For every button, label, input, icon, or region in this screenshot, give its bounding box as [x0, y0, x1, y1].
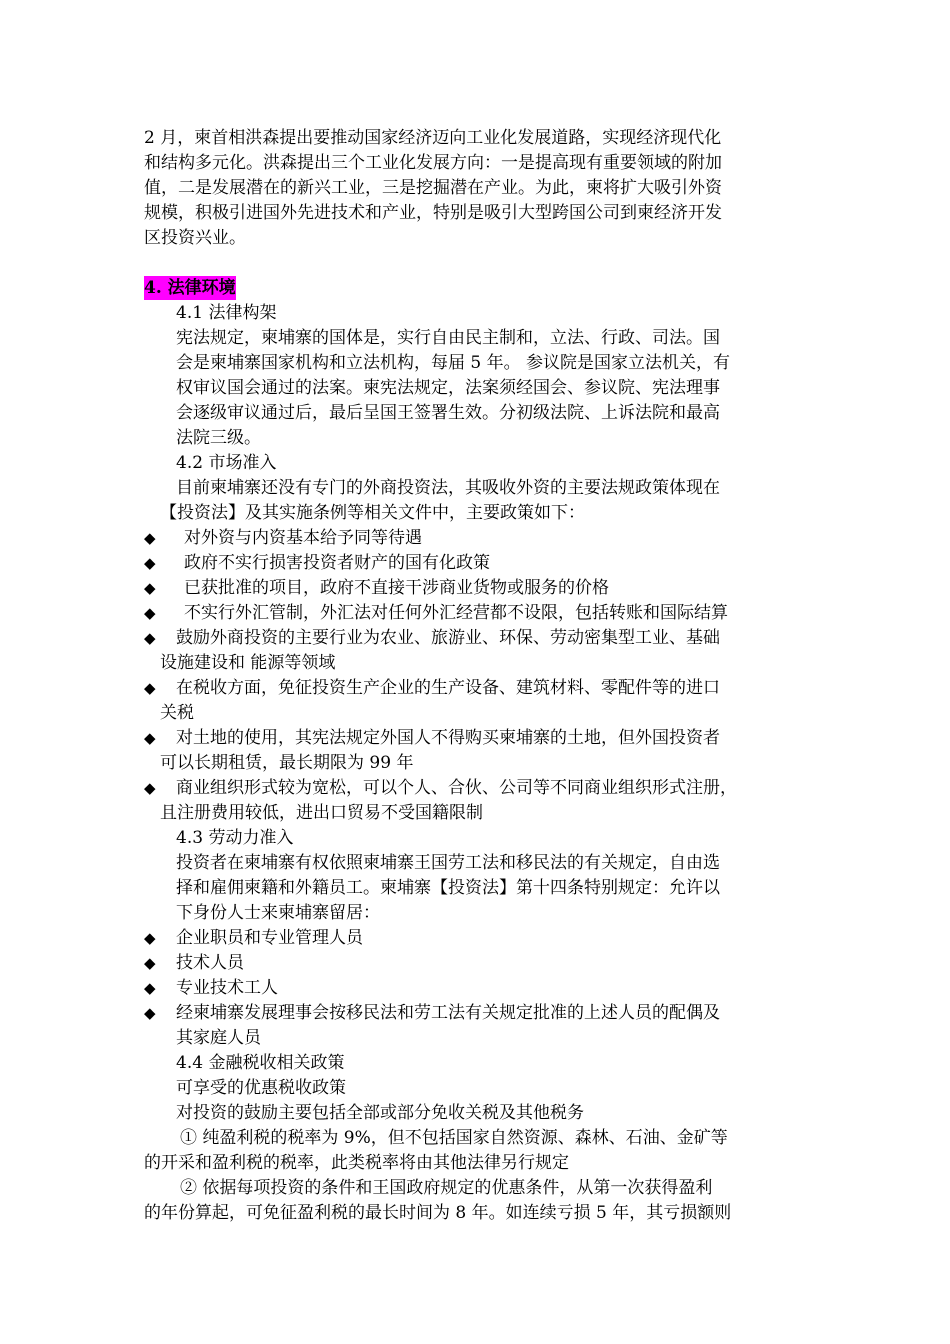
subsection-title-4-2: 4.2 市场准入 — [176, 453, 277, 473]
bullet-diamond-icon: ◆ — [144, 954, 156, 972]
bullet-diamond-icon: ◆ — [144, 529, 156, 547]
intro-line: 区投资兴业。 — [144, 228, 246, 248]
bullet-diamond-icon: ◆ — [144, 979, 156, 997]
paragraph-line: 对投资的鼓励主要包括全部或部分免收关税及其他税务 — [176, 1103, 584, 1123]
bullet-diamond-icon: ◆ — [144, 929, 156, 947]
bullet-diamond-icon: ◆ — [144, 1004, 156, 1022]
bullet-diamond-icon: ◆ — [144, 679, 156, 697]
paragraph-line: 目前柬埔寨还没有专门的外商投资法，其吸收外资的主要法规政策体现在 — [176, 478, 720, 498]
list-item: 不实行外汇管制，外汇法对任何外汇经营都不设限，包括转账和国际结算 — [184, 603, 728, 623]
list-item-continuation: 其家庭人员 — [176, 1028, 261, 1048]
bullet-diamond-icon: ◆ — [144, 554, 156, 572]
list-item-continuation: 可以长期租赁，最长期限为 99 年 — [160, 753, 414, 773]
paragraph-line: 会是柬埔寨国家机构和立法机构，每届 5 年。 参议院是国家立法机关，有 — [176, 353, 731, 373]
paragraph-line: 投资者在柬埔寨有权依照柬埔寨王国劳工法和移民法的有关规定，自由选 — [176, 853, 720, 873]
list-item: 企业职员和专业管理人员 — [176, 928, 363, 948]
numbered-item: ② 依据每项投资的条件和王国政府规定的优惠条件，从第一次获得盈利 — [180, 1178, 713, 1198]
list-item: 对外资与内资基本给予同等待遇 — [184, 528, 422, 548]
bullet-diamond-icon: ◆ — [144, 629, 156, 647]
intro-line: 2 月，柬首相洪森提出要推动国家经济迈向工业化发展道路，实现经济现代化 — [144, 128, 722, 148]
list-item: 政府不实行损害投资者财产的国有化政策 — [184, 553, 490, 573]
paragraph-line: 下身份人士来柬埔寨留居： — [176, 903, 380, 923]
paragraph-line: 宪法规定，柬埔寨的国体是，实行自由民主制和，立法、行政、司法。国 — [176, 328, 720, 348]
list-item-continuation: 关税 — [160, 703, 194, 723]
list-item: 经柬埔寨发展理事会按移民法和劳工法有关规定批准的上述人员的配偶及 — [176, 1003, 720, 1023]
list-item: 在税收方面，免征投资生产企业的生产设备、建筑材料、零配件等的进口 — [176, 678, 720, 698]
list-item: 技术人员 — [176, 953, 244, 973]
intro-line: 和结构多元化。洪森提出三个工业化发展方向：一是提高现有重要领域的附加 — [144, 153, 722, 173]
paragraph-line: 法院三级。 — [176, 428, 261, 448]
numbered-item-continuation: 的开采和盈利税的税率，此类税率将由其他法律另行规定 — [144, 1153, 569, 1173]
list-item-continuation: 设施建设和 能源等领域 — [160, 653, 336, 673]
bullet-diamond-icon: ◆ — [144, 604, 156, 622]
list-item: 已获批准的项目，政府不直接干涉商业货物或服务的价格 — [184, 578, 609, 598]
list-item: 专业技术工人 — [176, 978, 278, 998]
list-item-continuation: 且注册费用较低，进出口贸易不受国籍限制 — [160, 803, 483, 823]
numbered-item-continuation: 的年份算起，可免征盈利税的最长时间为 8 年。如连续亏损 5 年，其亏损额则 — [144, 1203, 732, 1223]
paragraph-line: 会逐级审议通过后，最后呈国王签署生效。分初级法院、上诉法院和最高 — [176, 403, 720, 423]
subsection-title-4-4: 4.4 金融税收相关政策 — [176, 1053, 345, 1073]
list-item: 鼓励外商投资的主要行业为农业、旅游业、环保、劳动密集型工业、基础 — [176, 628, 720, 648]
section-title: 4. 法律环境 — [144, 278, 236, 298]
list-item: 对土地的使用，其宪法规定外国人不得购买柬埔寨的土地，但外国投资者 — [176, 728, 720, 748]
paragraph-line: 权审议国会通过的法案。柬宪法规定，法案须经国会、参议院、宪法理事 — [176, 378, 720, 398]
list-item: 商业组织形式较为宽松，可以个人、合伙、公司等不同商业组织形式注册， — [176, 778, 737, 798]
subsection-title-4-1: 4.1 法律构架 — [176, 303, 277, 323]
paragraph-line: 可享受的优惠税收政策 — [176, 1078, 346, 1098]
subsection-title-4-3: 4.3 劳动力准入 — [176, 828, 294, 848]
paragraph-line: 【投资法】及其实施条例等相关文件中，主要政策如下： — [160, 503, 585, 523]
bullet-diamond-icon: ◆ — [144, 729, 156, 747]
bullet-diamond-icon: ◆ — [144, 779, 156, 797]
intro-line: 规模，积极引进国外先进技术和产业，特别是吸引大型跨国公司到柬经济开发 — [144, 203, 722, 223]
paragraph-line: 择和雇佣柬籍和外籍员工。柬埔寨【投资法】第十四条特别规定：允许以 — [176, 878, 720, 898]
intro-line: 值，二是发展潜在的新兴工业，三是挖掘潜在产业。为此，柬将扩大吸引外资 — [144, 178, 722, 198]
bullet-diamond-icon: ◆ — [144, 579, 156, 597]
numbered-item: ① 纯盈利税的税率为 9%，但不包括国家自然资源、森林、石油、金矿等 — [180, 1128, 728, 1148]
